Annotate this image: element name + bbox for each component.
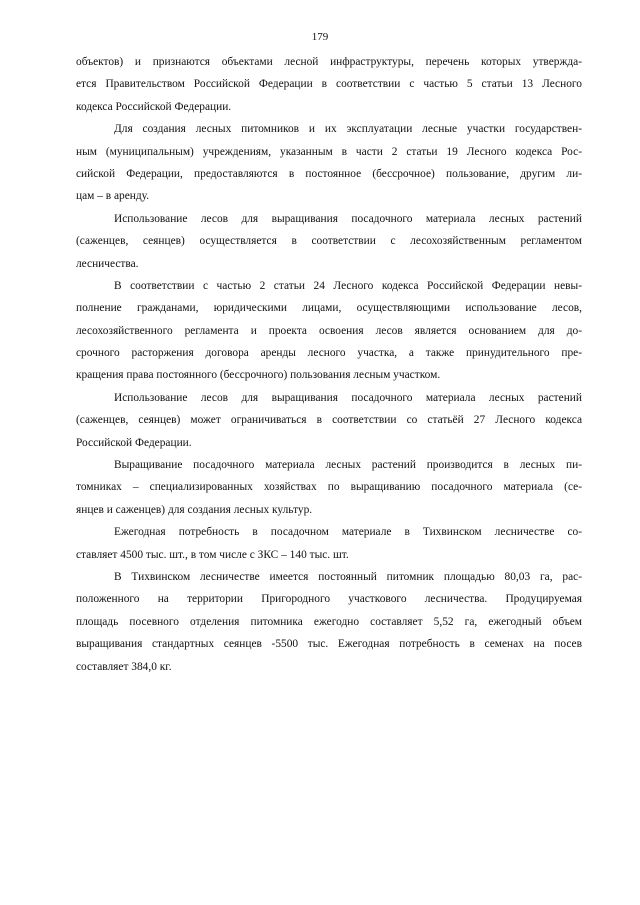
text-line: полнение гражданами, юридическими лицами, осуществляющими использование лесов, (76, 302, 582, 315)
paragraph (76, 521, 582, 566)
text-line: лесохозяйственного регламента и проекта освоения лесов является основанием для до- (76, 324, 582, 337)
text-line: выращивания стандартных сеянцев -5500 тыс. Ежегодная потребность в семенах на посев (76, 638, 582, 651)
text-line: кращения права постоянного (бессрочного) пользования лесным участком. (76, 369, 441, 382)
text-line: Использование лесов для выращивания посадочного материала лесных растений (114, 391, 582, 404)
text-line: Российской Федерации. (76, 436, 192, 449)
text-line: сийской Федерации, предоставляются в постоянное (бессрочное) пользование, другим ли- (76, 167, 582, 180)
text-line: кодекса Российской Федерации. (76, 100, 232, 113)
paragraph (76, 566, 582, 678)
text-line: томниках – специализированных хозяйствах по выращиванию посадочного материала (се- (76, 481, 582, 494)
paragraph (76, 454, 582, 521)
text-line: янцев и саженцев) для создания лесных культур. (76, 503, 313, 516)
text-line: ным (муниципальным) учреждениям, указанным в части 2 статьи 19 Лесного кодекса Рос- (76, 145, 582, 158)
text-line: Для создания лесных питомников и их эксплуатации лесные участки государствен- (114, 123, 582, 136)
text-line: объектов) и признаются объектами лесной инфраструктуры, перечень которых утвержда- (76, 56, 582, 68)
paragraph (76, 208, 582, 275)
text-line: Ежегодная потребность в посадочном материале в Тихвинском лесничестве со- (114, 526, 582, 539)
text-line: лесничества. (76, 257, 139, 270)
document-body (76, 51, 582, 678)
paragraph (76, 387, 582, 454)
paragraph (76, 275, 582, 387)
text-line: (саженцев, сеянцев) осуществляется в соответствии с лесохозяйственным регламентом (76, 235, 582, 248)
text-line: В Тихвинском лесничестве имеется постоянный питомник площадью 80,03 га, рас- (114, 570, 582, 583)
text-line: Использование лесов для выращивания посадочного материала лесных растений (114, 212, 582, 225)
text-line: срочного расторжения договора аренды лесного участка, а также принудительного пре- (76, 347, 582, 360)
text-line: цам – в аренду. (76, 190, 150, 203)
text-line: ется Правительством Российской Федерации в соответствии с частью 5 статьи 13 Лесного (76, 78, 582, 91)
text-line: площадь посевного отделения питомника ежегодно составляет 5,52 га, ежегодный объем (76, 615, 582, 628)
text-line: ставляет 4500 тыс. шт., в том числе с ЗКС – 140 тыс. шт. (76, 548, 349, 561)
page-number: 179 (311, 31, 329, 43)
text-line: В соответствии с частью 2 статьи 24 Лесного кодекса Российской Федерации невы- (114, 279, 582, 292)
text-line: (саженцев, сеянцев) может ограничиваться в соответствии со статьёй 27 Лесного кодекса (76, 414, 582, 427)
text-line: составляет 384,0 кг. (76, 660, 172, 673)
text-line: Выращивание посадочного материала лесных растений производится в лесных пи- (114, 459, 582, 472)
paragraph (76, 118, 582, 208)
text-line: положенного на территории Пригородного участкового лесничества. Продуцируемая (76, 593, 582, 606)
paragraph (76, 51, 582, 118)
